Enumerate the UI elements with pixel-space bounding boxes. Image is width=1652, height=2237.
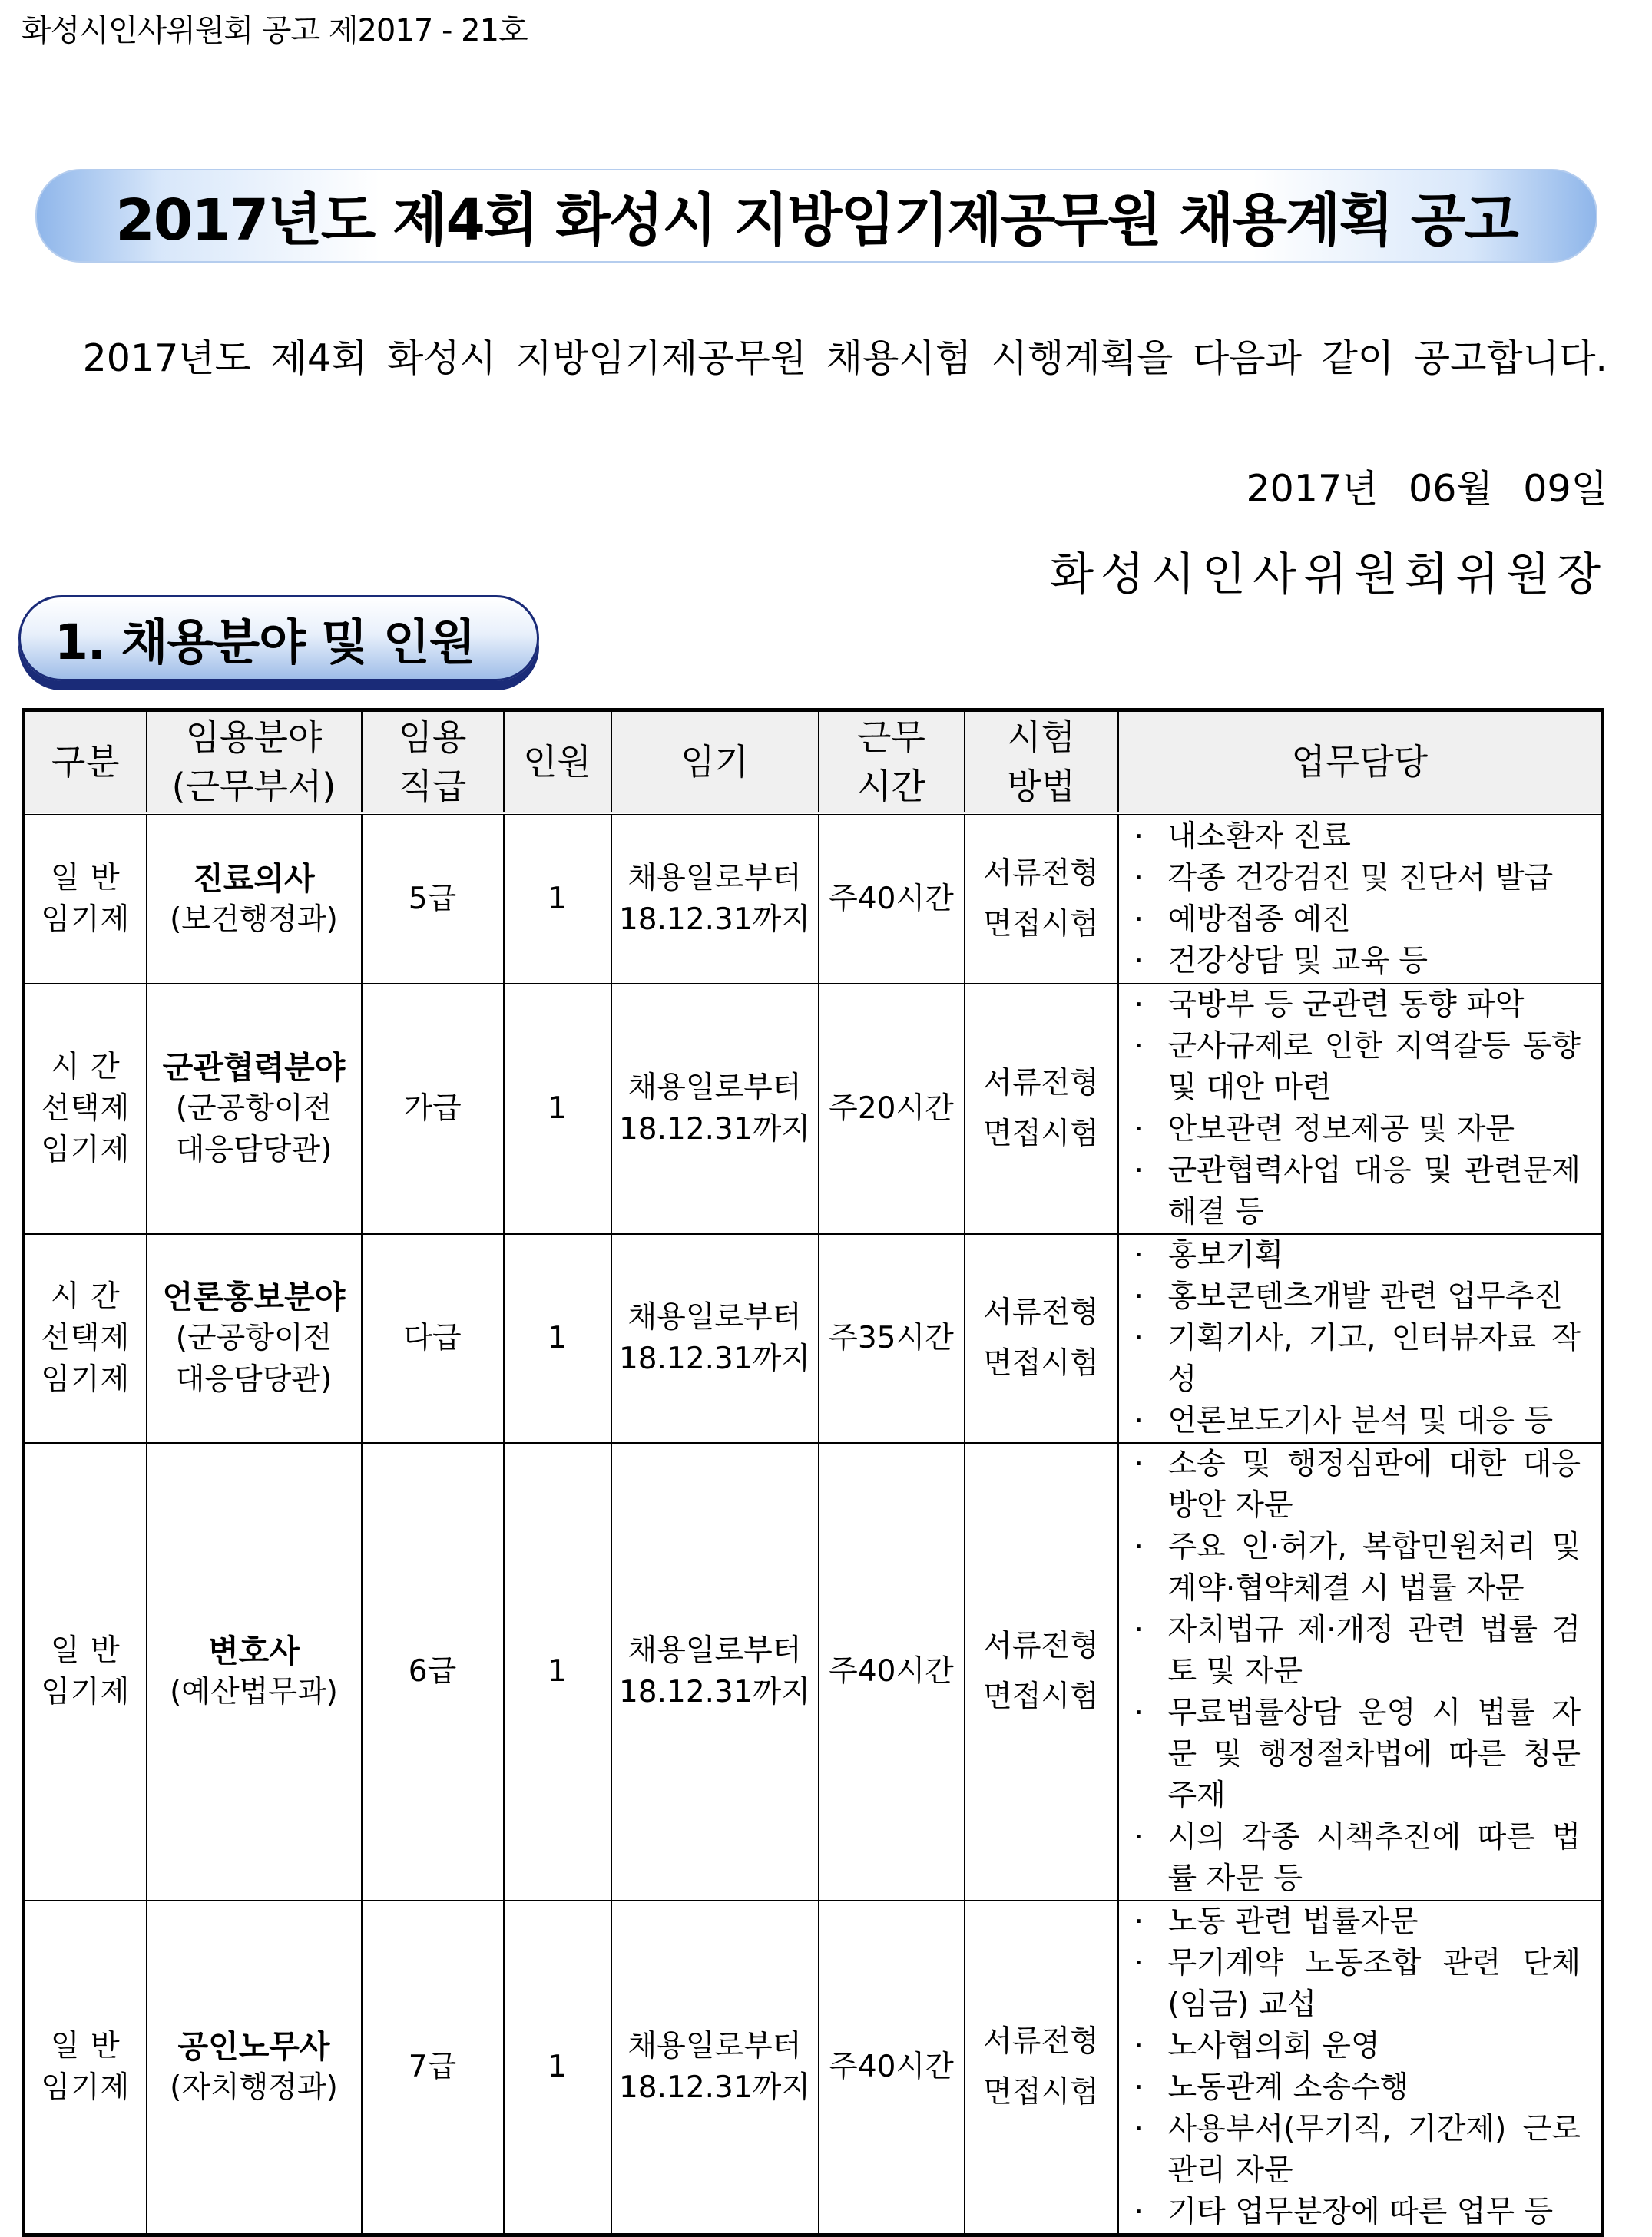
duties-cell [1118, 1443, 1603, 1901]
method-line: 면접시험 [983, 906, 1099, 941]
header-category: 구분 [24, 710, 147, 814]
method-cell [965, 1443, 1118, 1901]
grade-cell: 다급 [362, 1234, 504, 1443]
field-name: 군관협력분야 [162, 1049, 346, 1086]
field-cell [147, 813, 362, 984]
term-line: 18.12.31까지 [618, 1112, 811, 1147]
grade-cell: 6급 [362, 1443, 504, 1901]
page-title: 2017년도 제4회 화성시 지방임기제공무원 채용계획 공고 [115, 187, 1518, 253]
method-cell [965, 1901, 1118, 2235]
header-duties: 업무담당 [1118, 710, 1603, 814]
duty-item: · 시의 각종 시책추진에 따른 법률 자문 등 [1134, 1817, 1581, 1900]
method-cell [965, 813, 1118, 984]
header-grade-line2: 직급 [398, 766, 467, 807]
header-field-line1: 임용분야 [185, 716, 323, 758]
category-line: 일 반 [50, 1633, 121, 1668]
category-cell [24, 1443, 147, 1901]
duty-item: · 노동 관련 법률자문 [1134, 1901, 1581, 1943]
department-line: 대응담당관) [175, 1133, 333, 1167]
method-line: 서류전형 [983, 1066, 1099, 1100]
category-cell [24, 1901, 147, 2235]
header-hours [819, 710, 965, 814]
duty-item: · 기획기사, 기고, 인터뷰자료 작성 [1134, 1318, 1581, 1401]
hours-cell: 주35시간 [819, 1234, 965, 1443]
header-field [147, 710, 362, 814]
department-line: (자치행정과) [170, 2070, 338, 2105]
section-heading [18, 595, 539, 681]
method-cell [965, 1234, 1118, 1443]
duty-item: · 예방접종 예진 [1134, 899, 1581, 941]
category-line: 선택제 [41, 1321, 131, 1355]
header-method-line1: 시험 [1007, 716, 1075, 758]
field-name: 언론홍보분야 [162, 1279, 346, 1315]
duty-item: · 언론보도기사 분석 및 대응 등 [1134, 1401, 1581, 1442]
table-row [24, 1234, 1603, 1443]
issuer: 화성시인사위원회위원장 [1050, 548, 1607, 601]
term-line: 채용일로부터 [627, 860, 802, 895]
method-line: 면접시험 [983, 1679, 1099, 1714]
category-line: 선택제 [41, 1091, 131, 1126]
header-method-line2: 방법 [1007, 766, 1075, 807]
term-cell [611, 1234, 819, 1443]
term-line: 채용일로부터 [627, 1300, 802, 1335]
term-line: 18.12.31까지 [618, 1342, 811, 1376]
duty-item: · 국방부 등 군관련 동향 파악 [1134, 984, 1581, 1026]
category-line: 일 반 [50, 860, 121, 895]
duty-item: · 군관협력사업 대응 및 관련문제 해결 등 [1134, 1150, 1581, 1233]
duty-item: · 홍보기획 [1134, 1235, 1581, 1276]
header-grade-line1: 임용 [398, 716, 467, 758]
notice-number: 화성시인사위원회 공고 제2017 - 21호 [22, 13, 528, 48]
section-title: 1. 채용분야 및 인원 [55, 614, 475, 670]
category-line: 임기제 [41, 1675, 131, 1709]
term-line: 18.12.31까지 [618, 902, 811, 937]
headcount-cell: 1 [504, 1901, 611, 2235]
field-cell [147, 1234, 362, 1443]
grade-cell: 7급 [362, 1901, 504, 2235]
duty-item: · 무료법률상담 운영 시 법률 자문 및 행정절차법에 따른 청문 주재 [1134, 1693, 1581, 1817]
method-line: 서류전형 [983, 855, 1099, 891]
method-line: 서류전형 [983, 1629, 1099, 1663]
department-line: (군공항이전 [175, 1091, 333, 1126]
duty-item: · 각종 건강검진 및 진단서 발급 [1134, 858, 1581, 899]
recruitment-table [22, 708, 1604, 2237]
term-cell [611, 1443, 819, 1901]
header-field-line2: (근무부서) [171, 766, 336, 807]
department-line: (군공항이전 [175, 1321, 333, 1355]
duties-cell [1118, 1234, 1603, 1443]
term-line: 채용일로부터 [627, 1071, 802, 1105]
headcount-cell: 1 [504, 1234, 611, 1443]
duties-cell [1118, 984, 1603, 1234]
duty-item: · 자치법규 제·개정 관련 법률 검토 및 자문 [1134, 1610, 1581, 1693]
title-banner [35, 169, 1597, 263]
duty-item: · 소송 및 행정심판에 대한 대응방안 자문 [1134, 1444, 1581, 1527]
header-term: 임기 [611, 710, 819, 814]
duty-item: · 기타 업무분장에 따른 업무 등 [1134, 2192, 1581, 2233]
hours-cell: 주40시간 [819, 1443, 965, 1901]
duties-cell [1118, 813, 1603, 984]
announcement-date: 2017년 06월 09일 [1246, 467, 1607, 511]
table-body [24, 813, 1603, 2235]
duty-item: · 사용부서(무기직, 기간제) 근로관리 자문 [1134, 2109, 1581, 2192]
field-cell [147, 1901, 362, 2235]
field-cell [147, 984, 362, 1234]
duty-item: · 무기계약 노동조합 관련 단체(임금) 교섭 [1134, 1943, 1581, 2026]
duty-item: · 군사규제로 인한 지역갈등 동향 및 대안 마련 [1134, 1026, 1581, 1109]
headcount-cell: 1 [504, 1443, 611, 1901]
term-cell [611, 1901, 819, 2235]
category-line: 일 반 [50, 2029, 121, 2063]
duty-item: · 노동관계 소송수행 [1134, 2067, 1581, 2109]
hours-cell: 주40시간 [819, 1901, 965, 2235]
category-cell [24, 984, 147, 1234]
department-line: (예산법무과) [170, 1675, 338, 1709]
headcount-cell: 1 [504, 813, 611, 984]
term-cell [611, 813, 819, 984]
term-line: 18.12.31까지 [618, 2070, 811, 2105]
category-line: 임기제 [41, 902, 131, 937]
category-line: 시 간 [50, 1279, 121, 1314]
category-cell [24, 1234, 147, 1443]
header-hours-line2: 시간 [857, 766, 925, 807]
table-row [24, 1443, 1603, 1901]
field-name: 진료의사 [193, 859, 315, 897]
duty-item: · 주요 인·허가, 복합민원처리 및 계약·협약체결 시 법률 자문 [1134, 1527, 1581, 1610]
table-row [24, 984, 1603, 1234]
grade-cell: 5급 [362, 813, 504, 984]
category-cell [24, 813, 147, 984]
method-line: 서류전형 [983, 1296, 1099, 1330]
department-line: 대응담당관) [175, 1362, 333, 1397]
duty-item: · 홍보콘텐츠개발 관련 업무추진 [1134, 1276, 1581, 1318]
grade-cell: 가급 [362, 984, 504, 1234]
method-line: 서류전형 [983, 2024, 1099, 2059]
table-header-row [24, 710, 1603, 814]
header-method [965, 710, 1118, 814]
method-line: 면접시험 [983, 2075, 1099, 2110]
duty-item: · 내소환자 진료 [1134, 816, 1581, 858]
term-line: 18.12.31까지 [618, 1675, 811, 1709]
headcount-cell: 1 [504, 984, 611, 1234]
field-name: 변호사 [208, 1633, 300, 1669]
duty-item: · 안보관련 정보제공 및 자문 [1134, 1109, 1581, 1150]
table-row [24, 1901, 1603, 2235]
header-grade [362, 710, 504, 814]
duty-item: · 노사협의회 운영 [1134, 2026, 1581, 2067]
hours-cell: 주40시간 [819, 813, 965, 984]
term-line: 채용일로부터 [627, 2029, 802, 2063]
method-line: 면접시험 [983, 1346, 1099, 1381]
intro-text: 2017년도 제4회 화성시 지방임기제공무원 채용시험 시행계획을 다음과 같이 공고합니다. [82, 336, 1607, 380]
table-row [24, 813, 1603, 984]
field-cell [147, 1443, 362, 1901]
category-line: 임기제 [41, 2070, 131, 2105]
category-line: 임기제 [41, 1362, 131, 1397]
header-hours-line1: 근무 [857, 716, 925, 758]
duties-cell [1118, 1901, 1603, 2235]
term-cell [611, 984, 819, 1234]
category-line: 임기제 [41, 1133, 131, 1167]
duty-item: · 건강상담 및 교육 등 [1134, 941, 1581, 982]
hours-cell: 주20시간 [819, 984, 965, 1234]
field-name: 공인노무사 [177, 2028, 330, 2065]
term-line: 채용일로부터 [627, 1633, 802, 1668]
method-line: 면접시험 [983, 1117, 1099, 1151]
header-headcount: 인원 [504, 710, 611, 814]
department-line: (보건행정과) [170, 902, 338, 937]
method-cell [965, 984, 1118, 1234]
category-line: 시 간 [50, 1050, 121, 1084]
